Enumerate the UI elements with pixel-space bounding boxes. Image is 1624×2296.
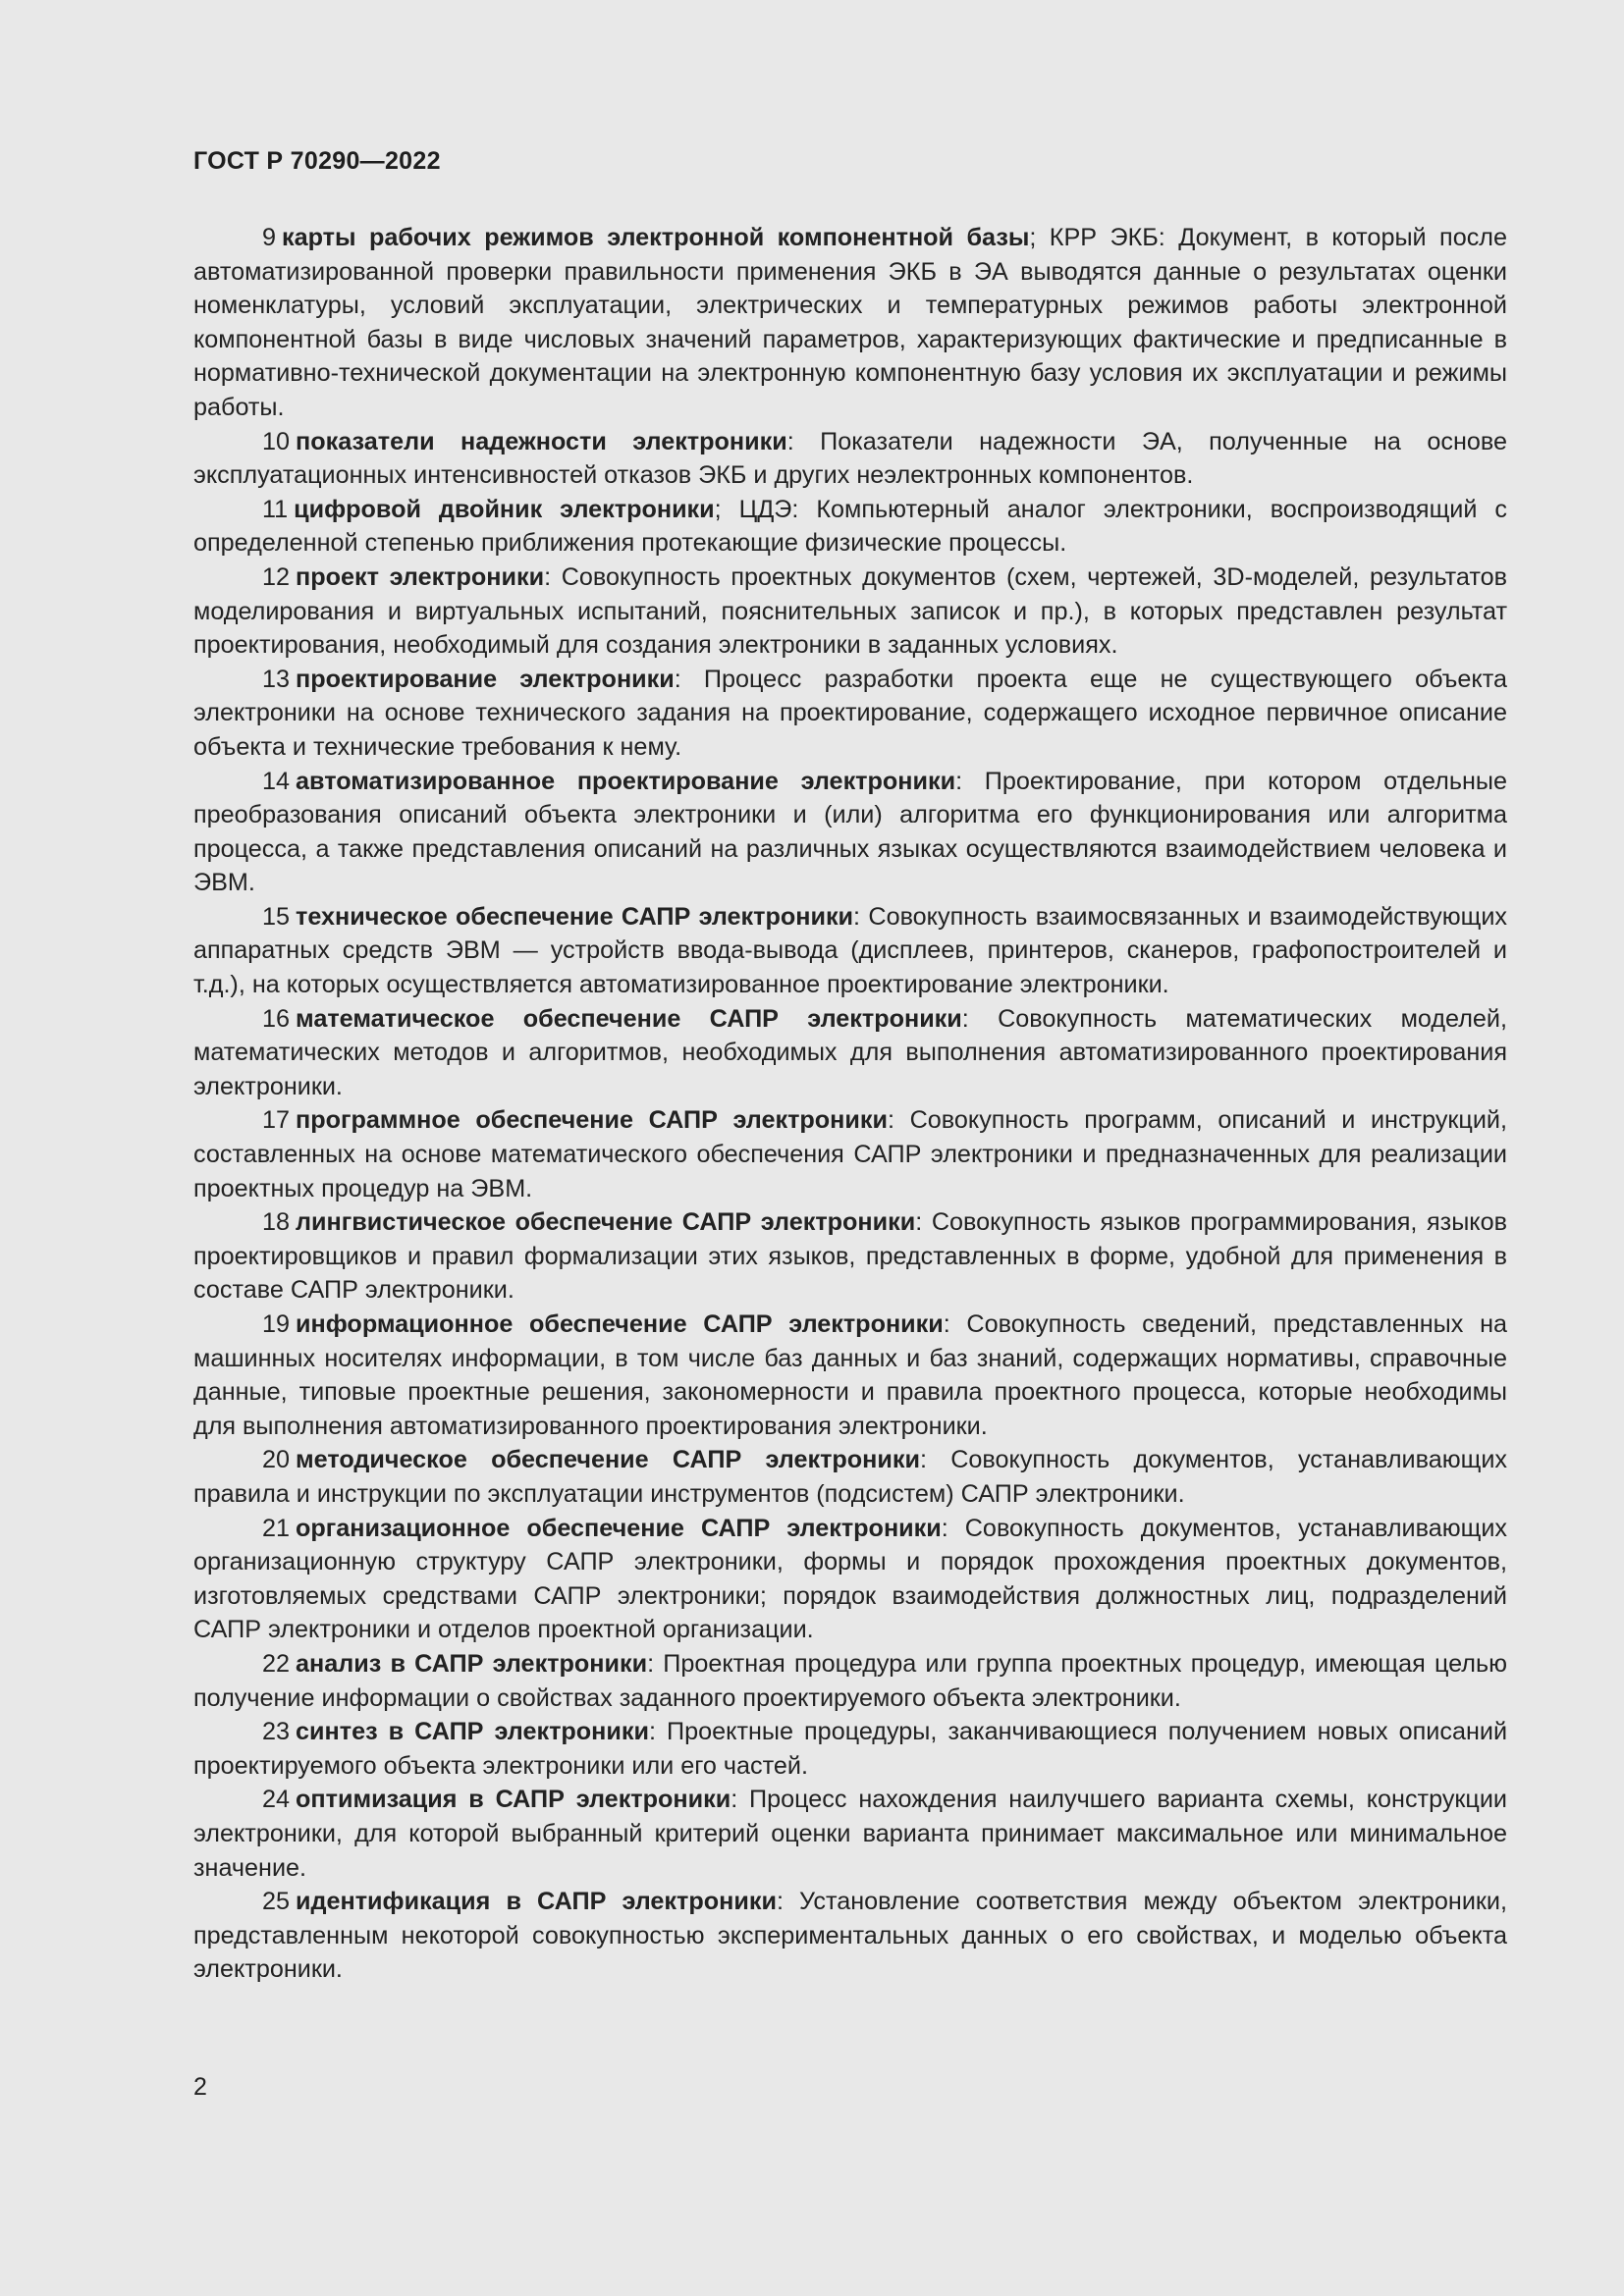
term-definition: : Совокупность математических моделей, математических методов и алгоритмов, необходимых для выполнения автоматизированного проектирования электроники. [193, 1004, 1507, 1100]
term-entry [193, 1715, 1507, 1783]
term-number: 11 [262, 495, 289, 523]
term-entry [193, 1885, 1507, 1987]
term-name: математическое обеспечение САПР электроники [296, 1004, 962, 1033]
term-number: 17 [262, 1106, 291, 1135]
page-number: 2 [193, 2073, 207, 2101]
term-name: анализ в САПР электроники [296, 1649, 648, 1678]
term-number: 10 [262, 427, 291, 455]
term-definition: : Установление соответствия между объектом электроники, представленным некоторой совокупностью экспериментальных данных о его свойствах, и моделью объекта электроники. [193, 1888, 1507, 1984]
term-name: автоматизированное проектирование электроники [296, 767, 956, 795]
term-entry [193, 493, 1507, 561]
term-entry [193, 1308, 1507, 1443]
term-entry [193, 1512, 1507, 1647]
term-number: 22 [262, 1649, 291, 1678]
term-definition: : Проектные процедуры, заканчивающиеся получением новых описаний проектируемого объекта электроники или его частей. [193, 1718, 1508, 1780]
term-name: синтез в САПР электроники [296, 1718, 649, 1746]
term-definition: : Процесс разработки проекта еще не существующего объекта электроники на основе технического задания на проектирование, содержащего исходное первичное описание объекта и технические требования к нему. [193, 665, 1507, 761]
term-number: 23 [262, 1718, 291, 1746]
term-definition: : Совокупность программ, описаний и инструкций, составленных на основе математического обеспечения САПР электроники и предназначенных для реализации проектных процедур на ЭВМ. [193, 1106, 1507, 1202]
terms-list [193, 221, 1507, 1987]
term-number: 19 [262, 1310, 291, 1338]
term-name: проектирование электроники [296, 665, 675, 693]
term-entry [193, 1783, 1507, 1885]
term-definition: ; КРР ЭКБ: Документ, в который после автоматизированной проверки правильности применения ЭКБ в ЭА выводятся данные о результатах оценки номенклатуры, условий эксплуатации, электрических и температурных режимов работы электронной компонентной базы в виде числовых значений параметров, характеризующих фактические и предписанные в нормативно-технической документации на электронную компонентную базу условия их эксплуатации и режимы работы. [193, 224, 1507, 421]
term-definition: : Совокупность документов, устанавливающих организационную структуру САПР электроники, формы и порядок прохождения проектных документов, изготовляемых средствами САПР электроники; порядок взаимодействия должностных лиц, подразделений САПР электроники и отделов проектной организации. [193, 1514, 1507, 1644]
term-number: 16 [262, 1004, 291, 1033]
term-number: 12 [262, 562, 291, 591]
term-number: 21 [262, 1514, 291, 1542]
term-number: 13 [262, 665, 291, 693]
term-number: 9 [262, 224, 277, 251]
term-entry [193, 765, 1507, 900]
term-definition: : Совокупность документов, устанавливающих правила и инструкции по эксплуатации инструментов (подсистем) САПР электроники. [193, 1446, 1507, 1508]
term-number: 25 [262, 1888, 291, 1916]
term-name: карты рабочих режимов электронной компонентной базы [282, 224, 1030, 251]
term-entry [193, 1103, 1507, 1205]
term-definition: : Проектирование, при котором отдельные преобразования описаний объекта электроники и (или) алгоритма его функционирования или алгоритма процесса, а также представления описаний на различных языках осуществляются взаимодействием человека и ЭВМ. [193, 767, 1507, 897]
term-name: лингвистическое обеспечение САПР электроники [296, 1208, 916, 1237]
term-number: 14 [262, 767, 291, 795]
term-name: техническое обеспечение САПР электроники [296, 902, 854, 931]
term-entry [193, 561, 1507, 663]
term-number: 24 [262, 1786, 291, 1814]
term-entry [193, 900, 1507, 1002]
term-name: методическое обеспечение САПР электроники [296, 1446, 920, 1474]
term-definition: : Совокупность языков программирования, языков проектировщиков и правил формализации этих языков, представленных в форме, удобной для применения в составе САПР электроники. [193, 1208, 1507, 1305]
term-definition: : Совокупность сведений, представленных на машинных носителях информации, в том числе баз данных и баз знаний, содержащих нормативы, справочные данные, типовые проектные решения, закономерности и правила проектного процесса, которые необходимы для выполнения автоматизированного проектирования электроники. [193, 1310, 1507, 1440]
term-entry [193, 1002, 1507, 1104]
term-name: информационное обеспечение САПР электроники [296, 1310, 944, 1338]
term-name: оптимизация в САПР электроники [296, 1786, 731, 1814]
term-entry [193, 1205, 1507, 1308]
document-header: ГОСТ Р 70290—2022 [193, 147, 441, 175]
term-definition: : Совокупность взаимосвязанных и взаимодействующих аппаратных средств ЭВМ — устройств ввода-вывода (дисплеев, принтеров, сканеров, графопостроителей и т.д.), на которых осуществляется автоматизированное проектирование электроники. [193, 902, 1507, 999]
term-definition: : Совокупность проектных документов (схем, чертежей, 3D-моделей, результатов моделирования и виртуальных испытаний, пояснительных записок и пр.), в которых представлен результат проектирования, необходимый для создания электроники в заданных условиях. [193, 562, 1507, 660]
term-entry [193, 425, 1507, 493]
term-name: показатели надежности электроники [296, 427, 787, 455]
term-number: 20 [262, 1446, 291, 1474]
term-name: проект электроники [296, 562, 545, 591]
term-entry [193, 1443, 1507, 1511]
term-number: 18 [262, 1208, 291, 1237]
term-name: программное обеспечение САПР электроники [296, 1106, 888, 1135]
term-entry [193, 1647, 1507, 1715]
term-name: цифровой двойник электроники [294, 495, 715, 523]
term-number: 15 [262, 902, 291, 931]
term-name: идентификация в САПР электроники [296, 1888, 777, 1916]
term-definition: ; ЦДЭ: Компьютерный аналог электроники, воспроизводящий с определенной степенью приближения протекающие физические процессы. [193, 495, 1507, 558]
term-definition: : Проектная процедура или группа проектных процедур, имеющая целью получение информации о свойствах заданного проектируемого объекта электроники. [193, 1649, 1507, 1712]
term-entry [193, 221, 1507, 425]
term-definition: : Процесс нахождения наилучшего варианта схемы, конструкции электроники, для которой выбранный критерий оценки варианта принимает максимальное или минимальное значение. [193, 1786, 1507, 1882]
term-name: организационное обеспечение САПР электроники [296, 1514, 942, 1542]
term-entry [193, 663, 1507, 765]
term-definition: : Показатели надежности ЭА, полученные на основе эксплуатационных интенсивностей отказов ЭКБ и других неэлектронных компонентов. [193, 427, 1507, 490]
